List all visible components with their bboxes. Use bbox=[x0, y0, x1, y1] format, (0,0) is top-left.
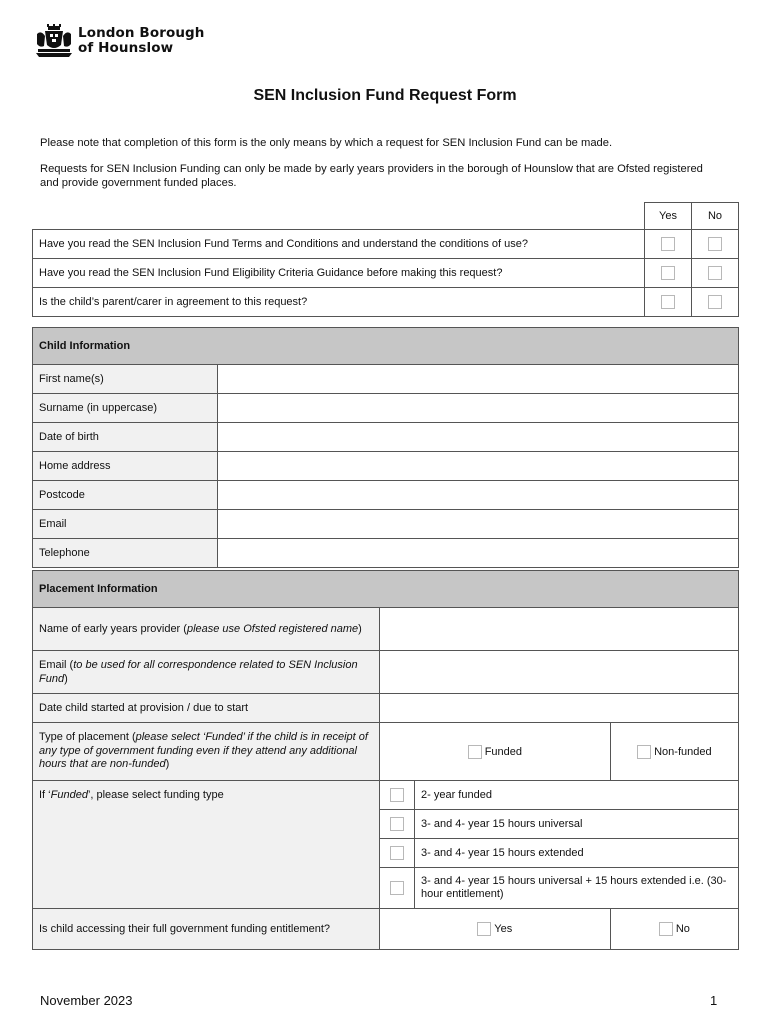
page-title: SEN Inclusion Fund Request Form bbox=[253, 87, 517, 104]
child-information-heading: Child Information bbox=[33, 328, 739, 365]
funding-type-label: If ‘Funded’, please select funding type bbox=[33, 781, 380, 909]
postcode-field[interactable] bbox=[218, 481, 739, 510]
full-entitlement-yes-checkbox[interactable] bbox=[477, 922, 491, 936]
funding-type-option: 3- and 4- year 15 hours extended bbox=[415, 839, 739, 868]
org-name-line2: of Hounslow bbox=[78, 40, 174, 56]
correspondence-email-field[interactable] bbox=[380, 651, 739, 694]
no-column-header: No bbox=[692, 203, 739, 230]
email-field[interactable] bbox=[218, 510, 739, 539]
funding-type-15-universal-checkbox[interactable] bbox=[390, 817, 404, 831]
funding-type-option: 3- and 4- year 15 hours universal bbox=[415, 810, 739, 839]
surname-label: Surname (in uppercase) bbox=[33, 394, 218, 423]
funding-type-option: 2- year funded bbox=[415, 781, 739, 810]
telephone-field[interactable] bbox=[218, 539, 739, 568]
question-text: Have you read the SEN Inclusion Fund Terms and Conditions and understand the conditions of use? bbox=[33, 230, 645, 259]
non-funded-option[interactable]: Non-funded bbox=[610, 723, 738, 781]
placement-information-heading: Placement Information bbox=[33, 571, 739, 608]
question-3-no-checkbox[interactable] bbox=[708, 295, 722, 309]
question-1-no-checkbox[interactable] bbox=[708, 237, 722, 251]
question-row bbox=[33, 230, 739, 259]
postcode-label: Postcode bbox=[33, 481, 218, 510]
footer-date: November 2023 bbox=[40, 993, 133, 1008]
borough-crest-icon bbox=[34, 24, 74, 58]
question-row bbox=[33, 288, 739, 317]
funding-type-15-extended-checkbox[interactable] bbox=[390, 846, 404, 860]
funded-checkbox[interactable] bbox=[468, 745, 482, 759]
date-of-birth-label: Date of birth bbox=[33, 423, 218, 452]
home-address-label: Home address bbox=[33, 452, 218, 481]
yes-column-header: Yes bbox=[645, 203, 692, 230]
question-2-yes-checkbox[interactable] bbox=[661, 266, 675, 280]
full-entitlement-label: Is child accessing their full government funding entitlement? bbox=[33, 909, 380, 950]
non-funded-checkbox[interactable] bbox=[637, 745, 651, 759]
question-1-yes-checkbox[interactable] bbox=[661, 237, 675, 251]
provider-name-label: Name of early years provider (please use Ofsted registered name) bbox=[33, 608, 380, 651]
placement-information-table bbox=[32, 570, 739, 950]
question-text: Have you read the SEN Inclusion Fund Eligibility Criteria Guidance before making this request? bbox=[33, 259, 645, 288]
start-date-label: Date child started at provision / due to start bbox=[33, 694, 380, 723]
telephone-label: Telephone bbox=[33, 539, 218, 568]
question-row bbox=[33, 259, 739, 288]
funded-option[interactable]: Funded bbox=[380, 723, 611, 781]
org-name-line1: London Borough bbox=[78, 25, 205, 41]
full-entitlement-yes-option[interactable]: Yes bbox=[380, 909, 611, 950]
org-logo bbox=[34, 24, 205, 58]
email-label: Email bbox=[33, 510, 218, 539]
full-entitlement-no-option[interactable]: No bbox=[610, 909, 738, 950]
provider-name-field[interactable] bbox=[380, 608, 739, 651]
date-of-birth-field[interactable] bbox=[218, 423, 739, 452]
placement-type-label: Type of placement (please select ‘Funded’ if the child is in receipt of any type of government funding even if they attend any additional hours that are non-funded) bbox=[33, 723, 380, 781]
funding-type-option: 3- and 4- year 15 hours universal + 15 hours extended i.e. (30- hour entitlement) bbox=[415, 868, 739, 909]
funding-type-30-hour-checkbox[interactable] bbox=[390, 881, 404, 895]
org-name bbox=[78, 26, 205, 56]
first-name-label: First name(s) bbox=[33, 365, 218, 394]
full-entitlement-no-checkbox[interactable] bbox=[659, 922, 673, 936]
funding-type-2-year-checkbox[interactable] bbox=[390, 788, 404, 802]
question-3-yes-checkbox[interactable] bbox=[661, 295, 675, 309]
home-address-field[interactable] bbox=[218, 452, 739, 481]
correspondence-email-label: Email (to be used for all correspondence related to SEN Inclusion Fund) bbox=[33, 651, 380, 694]
question-text: Is the child’s parent/carer in agreement to this request? bbox=[33, 288, 645, 317]
declaration-table bbox=[32, 202, 739, 317]
surname-field[interactable] bbox=[218, 394, 739, 423]
first-name-field[interactable] bbox=[218, 365, 739, 394]
child-information-table bbox=[32, 327, 739, 568]
start-date-field[interactable] bbox=[380, 694, 739, 723]
question-2-no-checkbox[interactable] bbox=[708, 266, 722, 280]
intro-paragraph-2: Requests for SEN Inclusion Funding can only be made by early years providers in the borough of Hounslow that are Ofsted registered and provide government funded places. bbox=[40, 163, 703, 189]
page-number: 1 bbox=[710, 993, 718, 1008]
intro-paragraph-1: Please note that completion of this form is the only means by which a request for SEN Inclusion Fund can be made. bbox=[40, 137, 613, 149]
